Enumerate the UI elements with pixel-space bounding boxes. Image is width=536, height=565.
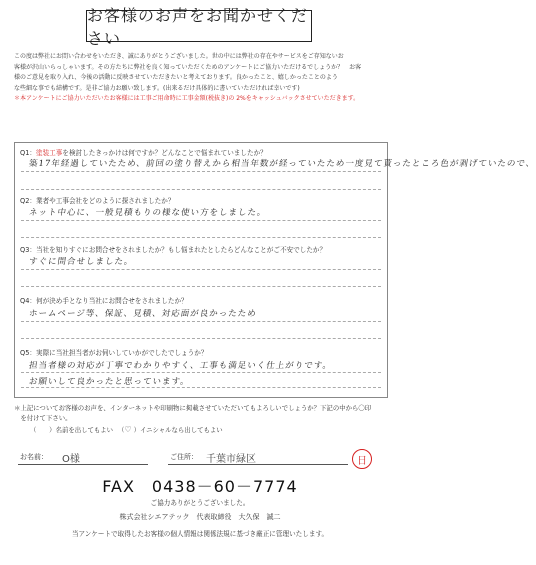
intro-line-2: 客様が沢山いらっしゃいます。その方たちに弊社を良く知っていただくためのアンケートにご協力いただけるでしょうか？ お客: [14, 63, 362, 71]
heart-circle-icon: ♡: [124, 425, 132, 434]
privacy-note: 当アンケートで取得したお客様の個人情報は関係法規に基づき厳正に管理いたします。: [71, 530, 329, 538]
publish-line-2: を付けて下さい。: [14, 414, 72, 422]
question-1-suffix: を検討したきっかけは何ですか？どんなことで悩まれていましたか？: [62, 149, 267, 157]
question-4-text: [20, 295, 188, 305]
survey-title: [86, 6, 312, 48]
answer-2-rule-2: [21, 237, 381, 238]
answer-3-rule-2: [21, 286, 381, 287]
answer-2-rule-1: [21, 220, 381, 221]
answer-3-line-1: すぐに問合せしました。: [28, 257, 135, 267]
option-initials[interactable]: [118, 425, 223, 434]
question-1-prefix: Q1：: [20, 149, 36, 157]
answer-5-rule-1: [21, 372, 381, 373]
publish-line-1: ＊上記についてお客様のお声を、インターネットや印刷物に掲載させていただいてもよろしいでしょうか？下記の中から〇印: [14, 404, 372, 412]
answer-5-rule-2: [21, 387, 381, 388]
option-initials-paren[interactable]: （♡ ）: [118, 425, 140, 434]
answer-4-line-1: ホームページ等、保証、見積、対応面が良かったため: [28, 309, 258, 319]
question-3-prefix: Q3：: [20, 246, 36, 254]
answer-1-rule-2: [21, 189, 381, 190]
question-2-suffix: 業者や工事会社をどのように探されましたか？: [35, 197, 175, 205]
question-2-prefix: Q2：: [20, 197, 36, 205]
answer-4-rule-2: [21, 338, 381, 339]
publish-consent: [14, 403, 394, 423]
seal-stamp: [352, 449, 372, 469]
answer-5-line-1: 担当者様の対応が丁寧でわかりやすく、工事も満足いく仕上がりです。: [28, 361, 333, 371]
name-value: O様: [62, 454, 80, 465]
address-label: ご住所：: [170, 453, 198, 461]
option-initials-label: イニシャルなら出してもよい: [139, 426, 223, 434]
question-3-suffix: 当社を知りすぐにお問合せをされましたか？もし悩まれたとしたらどんなことがご不安でしたか？: [35, 246, 327, 254]
question-4-suffix: 何が決め手となり当社にお問合せをされましたか？: [35, 297, 188, 305]
name-address-row: [0, 448, 400, 466]
answer-4-rule-1: [21, 321, 381, 322]
option-full-name-label: 名前を出してもよい: [55, 426, 114, 434]
answer-1-rule-1: [21, 171, 381, 172]
intro-line-1: この度は弊社にお問い合わせをいただき、誠にありがとうございました。世の中には弊社の存在やサービスをご存知ないお: [14, 53, 344, 60]
option-full-name[interactable]: [30, 425, 113, 434]
name-label: お名前：: [20, 453, 48, 461]
intro-paragraph: [14, 52, 386, 105]
question-5-text: [20, 347, 207, 357]
answer-1-line-1: 築17年経過していたため、前回の塗り替えから相当年数が経っていたため一度見て貰ったところ色が剥げていたので、: [28, 159, 536, 169]
question-1-highlight: 塗装工事: [35, 149, 63, 157]
question-1-text: [20, 147, 267, 157]
fax-number: FAX 0438－60－7774: [102, 477, 298, 496]
seal-stamp-text: 日: [357, 455, 367, 467]
question-4-prefix: Q4：: [20, 297, 36, 305]
question-5-prefix: Q5：: [20, 349, 36, 357]
question-2-text: [20, 195, 174, 205]
address-value: 千葉市緑区: [206, 454, 256, 465]
questions-box: [14, 142, 536, 398]
answer-5-line-2: お願いして良かったと思っています。: [28, 377, 191, 387]
option-full-name-paren[interactable]: （ ）: [30, 426, 56, 434]
answer-2-line-1: ネット中心に、一般見積もりの様な使い方をしました。: [28, 208, 268, 218]
question-5-suffix: 実際に当社担当者がお伺いしていかがでしたでしょうか？: [35, 349, 208, 357]
intro-line-4: な些細な事でも結構です。是非ご協力お願い致します。(出来るだけ具体的に書いていただければ幸いです): [14, 84, 300, 92]
answer-3-rule-1: [21, 269, 381, 270]
intro-line-3: 様のご意見を取り入れ、今後の活動に反映させていただきたいと考えております。良かったこと、嬉しかったことのよう: [14, 74, 338, 81]
question-3-text: [20, 244, 326, 254]
survey-title-text: お客様のお声をお聞かせください: [87, 6, 309, 48]
address-underline: [168, 464, 348, 465]
company-signature: 株式会社シエアテック 代表取締役 大久保 誠二: [119, 513, 281, 521]
cashback-note: ＊本アンケートにご協力いただいたお客様には工事ご用命時に工事金額(税抜き)の 2%をキャッシュバックさせていただきます。: [14, 95, 360, 102]
thanks-text: ご協力ありがとうございました。: [150, 499, 250, 507]
name-underline: [18, 464, 148, 465]
